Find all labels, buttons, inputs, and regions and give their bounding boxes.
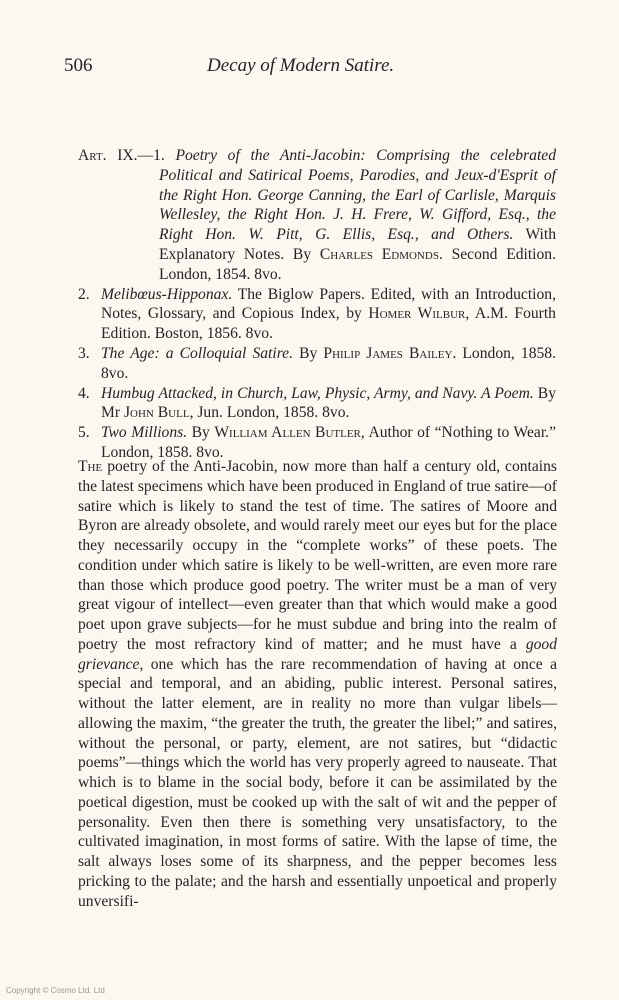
article-publication: . London, 1858. 8vo. xyxy=(101,344,556,382)
copyright-footer: Copyright © Cosmo Ltd. Ltd xyxy=(6,986,105,995)
article-details: By xyxy=(187,424,215,442)
body-paragraph xyxy=(78,457,557,911)
article-entry-2 xyxy=(78,285,556,344)
article-entry-4 xyxy=(78,384,556,424)
body-text xyxy=(78,457,557,911)
article-author: John Bull xyxy=(123,404,190,422)
article-publication: . Second Edition. London, 1854. 8vo. xyxy=(159,245,557,283)
article-details: By xyxy=(293,344,324,362)
article-title: Humbug Attacked, in Church, Law, Physic, Army, and Navy. A Poem. xyxy=(101,384,534,402)
article-author: Homer Wilbur xyxy=(368,305,466,323)
article-details: The Biglow Papers. Edited, with an Introduction, Notes, Glossary, and Copious Index, by xyxy=(101,285,556,323)
article-publication: , Author of “Nothing to Wear.” London, 1858. 8vo. xyxy=(101,424,556,461)
article-number: 5. xyxy=(78,424,90,442)
page-header xyxy=(64,55,564,81)
article-editor: Charles Edmonds xyxy=(319,245,439,263)
paragraph-lead: The xyxy=(78,458,103,475)
article-number: Art. IX.—1. xyxy=(78,147,165,164)
paragraph-text-a: poetry of the Anti-Jacobin, now more than half a century old, contains the latest specimens which have been produced in England of true satire—of satire which is likely to stand the test of time. The satires of Moore and Byron are already obsolete, and would rarely meet our eyes but for the place they necessarily occupy in the “complete works” of these poets. The condition under which satire is likely to be well-written, are even more rare than those which produce good poetry. The writer must be a man of very great vigour of intellect—even greater than that which would make a good poet upon grave subjects—for he must subdue and bring into the realm of poetry the most refractory kind of matter; and he must have a xyxy=(78,458,557,653)
article-publication: , A.M. Fourth Edition. Boston, 1856. 8vo. xyxy=(101,305,556,343)
article-entry-3 xyxy=(78,344,556,384)
article-number: 3. xyxy=(78,344,90,362)
paragraph-text-b: , one which has the rare recommendation of having at once a special and temporal, and an abiding, public interest. Personal satires, without the latter element, are in reality no more than vulgar libels—allowing the maxim, “the greater the truth, the greater the libel;” and satires, without the personal, or party, element, are not satires, but “didactic poems”—things which the world has very properly agreed to nauseate. That which is to blame in the social body, before it can be assimilated by the poetical digestion, must be cooked up with the salt of wit and the pepper of personality. Even then there is something very unsatisfactory, to the cultivated imagination, in most forms of satire. With the lapse of time, the salt always loses some of its sharpness, and the pepper becomes less pricking to the palate; and the harsh and essentially unpoetical and properly unversifi- xyxy=(78,655,557,910)
article-number: 2. xyxy=(78,285,90,303)
article-title: Melibœus-Hipponax. xyxy=(101,285,233,303)
article-details: With Explanatory Notes. By xyxy=(159,226,556,263)
article-author: Philip James Bailey xyxy=(323,344,453,362)
article-details: By Mr xyxy=(101,384,556,422)
article-title: Two Millions. xyxy=(101,424,188,442)
emphasis-text: good grievance xyxy=(78,635,557,673)
article-number: 4. xyxy=(78,384,90,402)
article-entry-1 xyxy=(78,146,556,285)
article-list xyxy=(78,146,556,463)
page-number: 506 xyxy=(64,55,93,76)
running-title: Decay of Modern Satire. xyxy=(207,55,395,76)
article-author: William Allen Butler xyxy=(214,424,361,442)
article-publication: , Jun. London, 1858. 8vo. xyxy=(189,404,350,422)
article-title: Poetry of the Anti-Jacobin: Comprising the celebrated Political and Satirical Poems, Parodies, and Jeux-d'Esprit of the Right Hon. George Canning, the Earl of Carlisle, Marquis Wellesley, the Right Hon. J. H. Frere, W. Gifford, Esq., the Right Hon. W. Pitt, G. Ellis, Esq., and Others. xyxy=(159,147,556,244)
article-title: The Age: a Colloquial Satire. xyxy=(101,344,294,362)
